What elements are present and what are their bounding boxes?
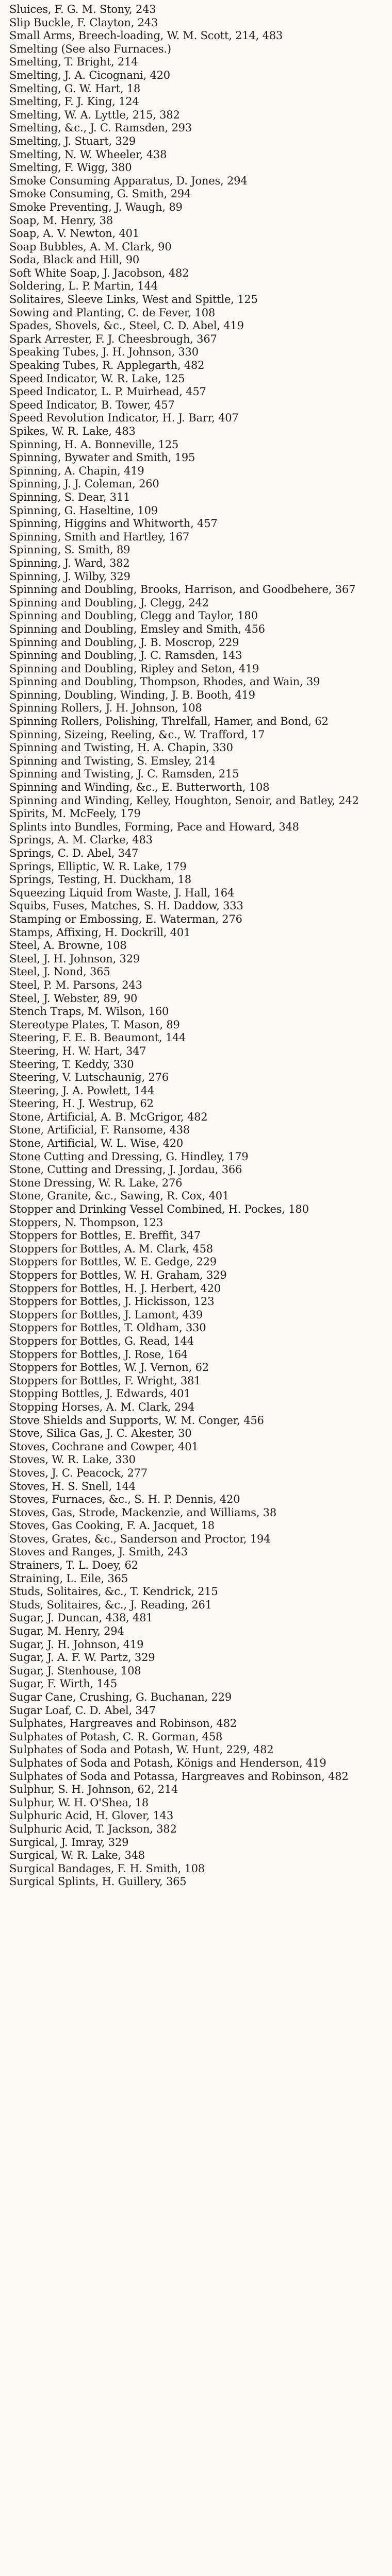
index-entry: Stereotype Plates, T. Mason, 89: [9, 1018, 180, 1031]
index-entry: Sugar, J. Duncan, 438, 481: [9, 1612, 153, 1624]
index-entry: Smelting, J. Stuart, 329: [9, 134, 136, 147]
index-entry: Stoppers for Bottles, W. J. Vernon, 62: [9, 1361, 209, 1374]
index-entry: Steel, A. Browne, 108: [9, 939, 127, 952]
index-entry: Sugar, J. Stenhouse, 108: [9, 1664, 141, 1677]
index-entry: Soap, A. V. Newton, 401: [9, 227, 139, 240]
index-entry: Stoppers for Bottles, A. M. Clark, 458: [9, 1242, 213, 1255]
index-entry: Spikes, W. R. Lake, 483: [9, 425, 136, 437]
index-entry: Steering, H. J. Westrup, 62: [9, 1097, 154, 1110]
index-entry: Spinning and Doubling, J. Clegg, 242: [9, 596, 209, 609]
index-entry: Soap Bubbles, A. M. Clark, 90: [9, 240, 172, 253]
index-entry: Stoves, Gas, Strode, Mackenzie, and Williams, 38: [9, 1506, 276, 1519]
index-entry: Stone, Cutting and Dressing, J. Jordau, 366: [9, 1163, 242, 1176]
index-entry: Spinning, J. Wilby, 329: [9, 570, 130, 583]
index-entry-list: [9, 3, 381, 1889]
index-entry: Stoves, H. S. Snell, 144: [9, 1480, 136, 1493]
index-entry: Surgical, W. R. Lake, 348: [9, 1849, 145, 1862]
index-entry: Sulphuric Acid, H. Glover, 143: [9, 1809, 174, 1822]
index-entry: Smelting, J. A. Cicognani, 420: [9, 69, 170, 81]
index-entry: Slip Buckle, F. Clayton, 243: [9, 16, 158, 29]
index-entry: Steering, H. W. Hart, 347: [9, 1044, 146, 1057]
index-entry: Strainers, T. L. Doey, 62: [9, 1559, 138, 1572]
index-entry: Spinning, Doubling, Winding, J. B. Booth, 419: [9, 688, 255, 701]
index-entry: Spinning and Doubling, Emsley and Smith, 456: [9, 622, 265, 635]
index-entry: Springs, C. D. Abel, 347: [9, 847, 139, 859]
index-entry: Soft White Soap, J. Jacobson, 482: [9, 266, 189, 279]
index-entry: Stoppers for Bottles, J. Rose, 164: [9, 1348, 188, 1361]
index-entry: Speed Indicator, L. P. Muirhead, 457: [9, 385, 206, 398]
index-entry: Stoppers for Bottles, W. E. Gedge, 229: [9, 1256, 217, 1268]
index-entry: Sulphates of Soda and Potassa, Hargreaves and Robinson, 482: [9, 1770, 349, 1783]
index-entry: Spinning Rollers, J. H. Johnson, 108: [9, 702, 202, 715]
index-entry: Spinning, Sizeing, Reeling, &c., W. Trafford, 17: [9, 728, 265, 741]
index-entry: Stoppers, N. Thompson, 123: [9, 1216, 164, 1229]
index-entry: Splints into Bundles, Forming, Pace and Howard, 348: [9, 820, 299, 833]
index-entry: Stone, Granite, &c., Sawing, R. Cox, 401: [9, 1190, 230, 1202]
index-entry: Squibs, Fuses, Matches, S. H. Daddow, 333: [9, 900, 243, 912]
index-entry: Stoppers for Bottles, W. H. Graham, 329: [9, 1269, 227, 1281]
index-entry: Smoke Consuming, G. Smith, 294: [9, 188, 191, 200]
index-entry: Stoves, W. R. Lake, 330: [9, 1453, 136, 1466]
index-entry: Stone Cutting and Dressing, G. Hindley, 179: [9, 1150, 249, 1163]
index-entry: Spinning and Winding, Kelley, Houghton, Senoir, and Batley, 242: [9, 794, 359, 807]
index-entry: Spinning, S. Smith, 89: [9, 544, 130, 556]
index-entry: Steering, V. Lutschaunig, 276: [9, 1071, 169, 1084]
index-entry: Spinning and Doubling, Brooks, Harrison, and Goodbehere, 367: [9, 583, 356, 596]
index-entry: Stoves and Ranges, J. Smith, 243: [9, 1546, 188, 1558]
index-entry: Spinning and Twisting, H. A. Chapin, 330: [9, 741, 233, 754]
index-entry: Smoke Consuming Apparatus, D. Jones, 294: [9, 174, 248, 187]
index-entry: Steel, J. H. Johnson, 329: [9, 952, 140, 965]
index-entry: Stone, Artificial, W. L. Wise, 420: [9, 1137, 184, 1150]
index-entry: Steering, J. A. Powlett, 144: [9, 1084, 155, 1097]
index-entry: Stopping Bottles, J. Edwards, 401: [9, 1387, 191, 1400]
index-entry: Sugar Loaf, C. D. Abel, 347: [9, 1704, 156, 1717]
index-entry: Sulphuric Acid, T. Jackson, 382: [9, 1822, 177, 1835]
index-entry: Spinning, H. A. Bonneville, 125: [9, 438, 179, 451]
index-entry: Spirits, M. McFeely, 179: [9, 807, 141, 820]
index-entry: Spinning and Doubling, Thompson, Rhodes, and Wain, 39: [9, 675, 320, 688]
index-entry: Stoppers for Bottles, H. J. Herbert, 420: [9, 1282, 221, 1295]
index-entry: Spinning and Doubling, J. C. Ramsden, 143: [9, 649, 242, 662]
index-entry: Speed Indicator, B. Tower, 457: [9, 398, 175, 411]
index-entry: Sugar, J. A. F. W. Partz, 329: [9, 1651, 155, 1664]
index-entry: Sulphur, W. H. O'Shea, 18: [9, 1796, 149, 1809]
index-entry: Spinning, A. Chapin, 419: [9, 464, 144, 477]
index-entry: Sugar Cane, Crushing, G. Buchanan, 229: [9, 1691, 232, 1703]
index-entry: Spinning, S. Dear, 311: [9, 490, 130, 503]
index-entry: Stoppers for Bottles, F. Wright, 381: [9, 1374, 201, 1387]
index-entry: Sulphur, S. H. Johnson, 62, 214: [9, 1783, 178, 1796]
index-entry: Smelting, F. J. King, 124: [9, 95, 139, 108]
index-entry: Smelting, F. Wigg, 380: [9, 161, 132, 174]
index-entry: Soda, Black and Hill, 90: [9, 253, 140, 266]
index-entry: Springs, Elliptic, W. R. Lake, 179: [9, 860, 187, 873]
index-entry: Stove, Silica Gas, J. C. Akester, 30: [9, 1427, 192, 1440]
index-entry: Squeezing Liquid from Waste, J. Hall, 164: [9, 886, 235, 899]
index-entry: Speaking Tubes, R. Applegarth, 482: [9, 359, 205, 372]
index-entry: Sulphates of Soda and Potash, Königs and Henderson, 419: [9, 1756, 326, 1769]
index-entry: Smelting, N. W. Wheeler, 438: [9, 148, 167, 161]
index-entry: Smelting, &c., J. C. Ramsden, 293: [9, 122, 192, 134]
index-entry: Stoppers for Bottles, E. Breffit, 347: [9, 1229, 201, 1242]
index-entry: Steering, T. Keddy, 330: [9, 1058, 134, 1071]
index-entry: Stamps, Affixing, H. Dockrill, 401: [9, 926, 191, 939]
index-entry: Spinning, Bywater and Smith, 195: [9, 451, 195, 464]
index-entry: Steel, J. Webster, 89, 90: [9, 992, 138, 1005]
index-entry: Stoves, Gas Cooking, F. A. Jacquet, 18: [9, 1519, 215, 1532]
index-entry: Stone, Artificial, A. B. McGrigor, 482: [9, 1110, 208, 1123]
index-entry: Soldering, L. P. Martin, 144: [9, 280, 158, 293]
index-entry: Soap, M. Henry, 38: [9, 214, 113, 227]
index-entry: Stoves, J. C. Peacock, 277: [9, 1466, 148, 1479]
index-entry: Surgical Splints, H. Guillery, 365: [9, 1875, 187, 1888]
index-entry: Sulphates of Potash, C. R. Gorman, 458: [9, 1730, 223, 1743]
index-entry: Stove Shields and Supports, W. M. Conger, 456: [9, 1414, 264, 1427]
index-entry: Spinning, G. Haseltine, 109: [9, 504, 158, 517]
index-entry: Stone, Artificial, F. Ransome, 438: [9, 1124, 190, 1137]
index-entry: Sugar, M. Henry, 294: [9, 1625, 124, 1638]
index-entry: Sluices, F. G. M. Stony, 243: [9, 3, 156, 15]
index-entry: Stopper and Drinking Vessel Combined, H. Pockes, 180: [9, 1203, 309, 1216]
index-entry: Spinning and Doubling, J. B. Moscrop, 229: [9, 636, 239, 649]
index-entry: Spinning and Winding, &c., E. Butterworth, 108: [9, 781, 270, 794]
index-entry: Spinning Rollers, Polishing, Threlfall, Hamer, and Bond, 62: [9, 715, 329, 728]
index-entry: Sowing and Planting, C. de Fever, 108: [9, 306, 216, 319]
index-entry: Spinning and Doubling, Ripley and Seton, 419: [9, 662, 259, 675]
index-entry: Surgical, J. Imray, 329: [9, 1836, 129, 1849]
index-entry: Springs, Testing, H. Duckham, 18: [9, 873, 191, 886]
index-entry: Sugar, F. Wirth, 145: [9, 1677, 117, 1690]
index-entry: Stoves, Cochrane and Cowper, 401: [9, 1440, 199, 1453]
index-entry: Solitaires, Sleeve Links, West and Spittle, 125: [9, 293, 258, 306]
index-entry: Speaking Tubes, J. H. Johnson, 330: [9, 346, 199, 359]
index-entry: Spinning, Higgins and Whitworth, 457: [9, 517, 218, 530]
index-entry: Surgical Bandages, F. H. Smith, 108: [9, 1862, 205, 1875]
index-entry: Spinning and Twisting, S. Emsley, 214: [9, 754, 216, 767]
index-entry: Smoke Preventing, J. Waugh, 89: [9, 200, 183, 213]
index-entry: Studs, Solitaires, &c., T. Kendrick, 215: [9, 1585, 218, 1598]
index-entry: Stoppers for Bottles, G. Read, 144: [9, 1334, 194, 1347]
index-entry: Stamping or Embossing, E. Waterman, 276: [9, 912, 242, 925]
index-entry: Smelting, T. Bright, 214: [9, 56, 138, 69]
index-entry: Stopping Horses, A. M. Clark, 294: [9, 1400, 195, 1413]
index-entry: Steering, F. E. B. Beaumont, 144: [9, 1031, 186, 1044]
index-entry: Steel, P. M. Parsons, 243: [9, 978, 142, 991]
index-entry: Straining, L. Eile, 365: [9, 1572, 128, 1585]
index-entry: Springs, A. M. Clarke, 483: [9, 834, 153, 846]
index-entry: Stoppers for Bottles, J. Hickisson, 123: [9, 1295, 215, 1308]
index-entry: Steel, J. Nond, 365: [9, 965, 110, 978]
index-entry: Stoves, Furnaces, &c., S. H. P. Dennis, 420: [9, 1493, 240, 1506]
index-entry: Stoppers for Bottles, T. Oldham, 330: [9, 1321, 206, 1334]
index-entry: Small Arms, Breech-loading, W. M. Scott, 214, 483: [9, 29, 283, 42]
index-entry: Spinning, J. J. Coleman, 260: [9, 478, 159, 490]
index-entry: Stoves, Grates, &c., Sanderson and Proctor, 194: [9, 1532, 271, 1545]
index-entry: Sulphates of Soda and Potash, W. Hunt, 229, 482: [9, 1743, 274, 1756]
index-entry: Spades, Shovels, &c., Steel, C. D. Abel, 419: [9, 319, 244, 332]
index-entry: Spinning, Smith and Hartley, 167: [9, 530, 190, 543]
index-entry: Spinning, J. Ward, 382: [9, 556, 130, 569]
index-entry: Smelting, W. A. Lyttle, 215, 382: [9, 108, 180, 121]
index-entry: Smelting (See also Furnaces.): [9, 42, 171, 55]
index-entry: Spinning and Doubling, Clegg and Taylor, 180: [9, 609, 258, 622]
index-entry: Smelting, G. W. Hart, 18: [9, 82, 141, 95]
index-entry: Stoppers for Bottles, J. Lamont, 439: [9, 1308, 203, 1321]
index-entry: Sugar, J. H. Johnson, 419: [9, 1638, 144, 1651]
index-entry: Stench Traps, M. Wilson, 160: [9, 1005, 169, 1018]
index-entry: Spark Arrester, F. J. Cheesbrough, 367: [9, 332, 217, 345]
index-entry: Sulphates, Hargreaves and Robinson, 482: [9, 1717, 237, 1730]
index-entry: Spinning and Twisting, J. C. Ramsden, 215: [9, 768, 239, 781]
index-entry: Speed Indicator, W. R. Lake, 125: [9, 372, 185, 385]
index-entry: Speed Revolution Indicator, H. J. Barr, 407: [9, 412, 239, 425]
index-entry: Studs, Solitaires, &c., J. Reading, 261: [9, 1598, 212, 1611]
index-entry: Stone Dressing, W. R. Lake, 276: [9, 1176, 183, 1189]
